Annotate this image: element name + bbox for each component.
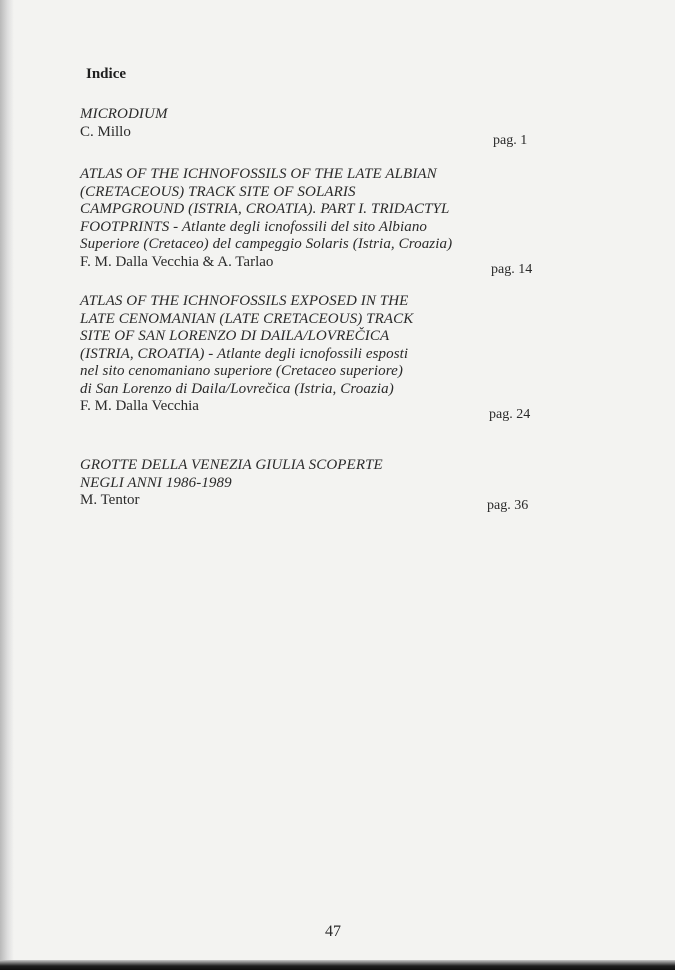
entry-title-line: ATLAS OF THE ICHNOFOSSILS EXPOSED IN THE — [80, 293, 409, 309]
toc-entry — [80, 166, 452, 271]
entry-title-line: nel sito cenomaniano superiore (Cretaceo superiore) — [80, 363, 403, 379]
entry-title-line: FOOTPRINTS - Atlante degli icnofossili del sito Albiano — [80, 218, 428, 235]
entry-page-number: pag. 14 — [491, 262, 533, 277]
page-gutter-shadow — [0, 0, 14, 970]
toc-entry — [80, 106, 168, 141]
entry-title-line: di San Lorenzo di Daila/Lovrečica (Istria, Croazia) — [80, 380, 394, 397]
entry-page-number: pag. 36 — [487, 498, 529, 513]
entry-title-line: SITE OF SAN LORENZO DI DAILA/LOVREČICA — [80, 328, 390, 344]
entry-authors: M. Tentor — [80, 492, 140, 508]
entry-authors: F. M. Dalla Vecchia & A. Tarlao — [80, 253, 274, 270]
entry-authors: C. Millo — [80, 123, 131, 140]
entry-page-number: pag. 24 — [489, 407, 531, 422]
page-folio-number: 47 — [325, 923, 341, 940]
entry-page-number: pag. 1 — [493, 133, 528, 148]
entry-title-line: CAMPGROUND (ISTRIA, CROATIA). PART I. TRIDACTYL — [80, 201, 450, 217]
entry-title-line: (ISTRIA, CROATIA) - Atlante degli icnofossili esposti — [80, 345, 409, 362]
entry-title-line: GROTTE DELLA VENEZIA GIULIA SCOPERTE — [80, 457, 383, 473]
index-heading: Indice — [86, 66, 127, 82]
toc-entry — [80, 293, 413, 416]
entry-authors: F. M. Dalla Vecchia — [80, 398, 199, 414]
toc-entry — [80, 457, 383, 510]
entry-title-line: MICRODIUM — [80, 106, 168, 122]
entry-title-line: (CRETACEOUS) TRACK SITE OF SOLARIS — [80, 183, 356, 200]
entry-title-line: NEGLI ANNI 1986-1989 — [80, 474, 232, 491]
entry-title-line: Superiore (Cretaceo) del campeggio Solaris (Istria, Croazia) — [80, 236, 453, 252]
page-bottom-edge — [0, 960, 675, 970]
entry-title-line: LATE CENOMANIAN (LATE CRETACEOUS) TRACK — [80, 310, 414, 327]
entry-title-line: ATLAS OF THE ICHNOFOSSILS OF THE LATE ALBIAN — [80, 166, 437, 182]
